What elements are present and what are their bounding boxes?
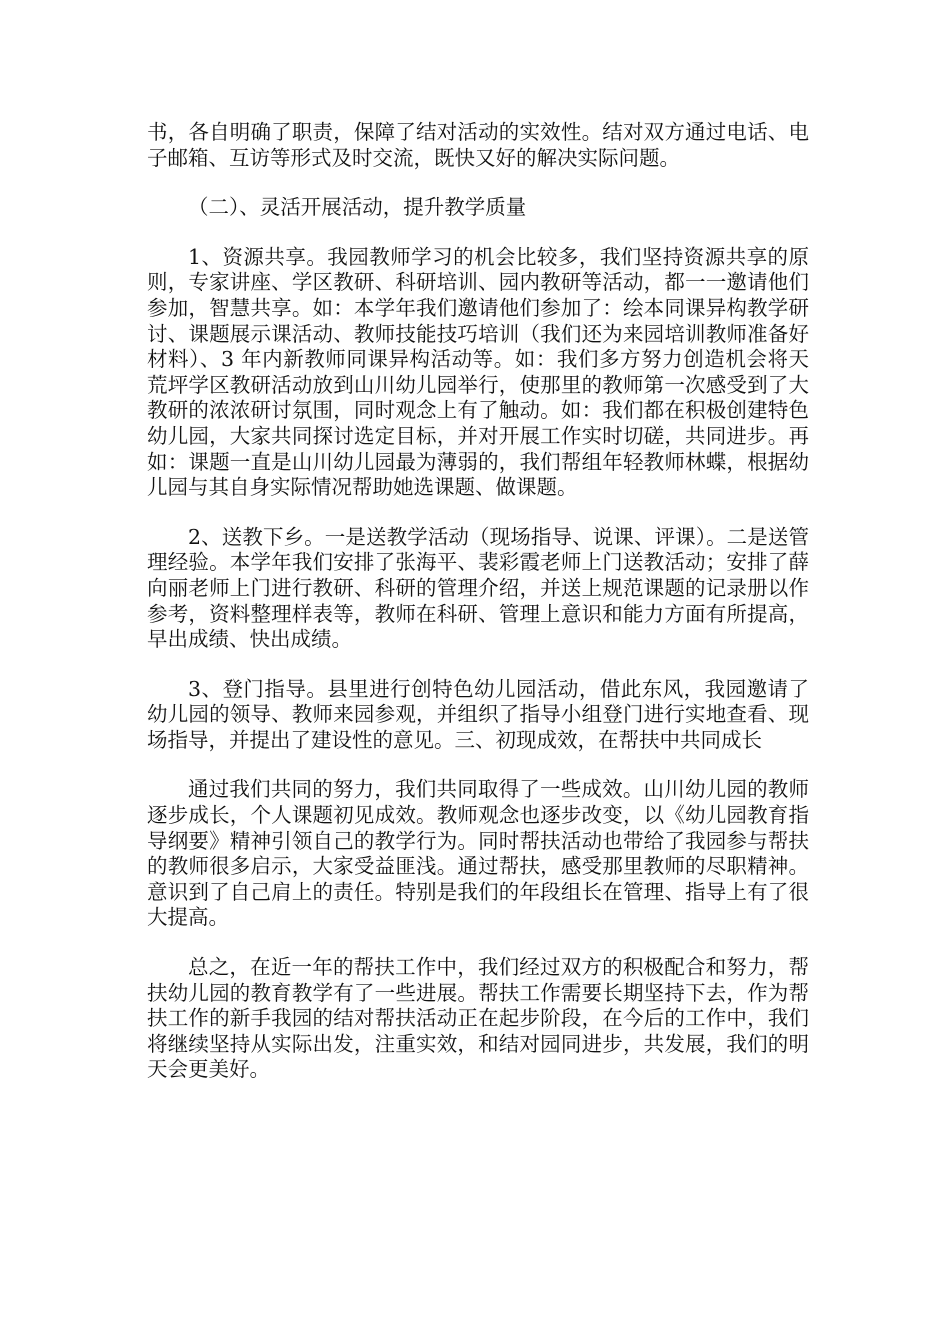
paragraph-onsite-guidance: 3、登门指导。县里进行创特色幼儿园活动，借此东风，我园邀请了幼儿园的领导、教师来园参观，并组织了指导小组登门进行实地查看、现场指导，并提出了建设性的意见。三、初现成效，在帮扶中共同成长 (147, 676, 809, 752)
paragraph-responsibilities: 书，各自明确了职责，保障了结对活动的实效性。结对双方通过电话、电子邮箱、互访等形式及时交流，既快又好的解决实际问题。 (147, 120, 809, 170)
paragraph-conclusion: 总之，在近一年的帮扶工作中，我们经过双方的积极配合和努力，帮扶幼儿园的教育教学有了一些进展。帮扶工作需要长期坚持下去，作为帮扶工作的新手我园的结对帮扶活动正在起步阶段，在今后的工作中，我们将继续坚持从实际出发，注重实效，和结对园同进步，共发展，我们的明天会更美好。 (147, 955, 809, 1082)
document-page (147, 120, 809, 1107)
paragraph-results: 通过我们共同的努力，我们共同取得了一些成效。山川幼儿园的教师逐步成长，个人课题初见成效。教师观念也逐步改变，以《幼儿园教育指导纲要》精神引领自己的教学行为。同时帮扶活动也带给了我园参与帮扶的教师很多启示，大家受益匪浅。通过帮扶，感受那里教师的尽职精神。意识到了自己肩上的责任。特别是我们的年段组长在管理、指导上有了很大提高。 (147, 777, 809, 930)
paragraph-resource-sharing: 1、资源共享。我园教师学习的机会比较多，我们坚持资源共享的原则，专家讲座、学区教研、科研培训、园内教研等活动，都一一邀请他们参加，智慧共享。如：本学年我们邀请他们参加了：绘本同课异构教学研讨、课题展示课活动、教师技能技巧培训（我们还为来园培训教师准备好材料）、3 年内新教师同课异构活动等。如：我们多方努力创造机会将天荒坪学区教研活动放到山川幼儿园举行，使那里的教师第一次感受到了大教研的浓浓研讨氛围，同时观念上有了触动。如：我们都在积极创建特色幼儿园，大家共同探讨选定目标，并对开展工作实时切磋，共同进步。再如：课题一直是山川幼儿园最为薄弱的，我们帮组年轻教师林蝶，根据幼儿园与其自身实际情况帮助她选课题、做课题。 (147, 244, 809, 500)
paragraph-teaching-delivery: 2、送教下乡。一是送教学活动（现场指导、说课、评课）。二是送管理经验。本学年我们安排了张海平、裴彩霞老师上门送教活动；安排了薛向丽老师上门进行教研、科研的管理介绍，并送上规范课题的记录册以作参考，资料整理样表等，教师在科研、管理上意识和能力方面有所提高，早出成绩、快出成绩。 (147, 524, 809, 652)
section-heading-activities: （二）、灵活开展活动，提升教学质量 (188, 195, 527, 220)
